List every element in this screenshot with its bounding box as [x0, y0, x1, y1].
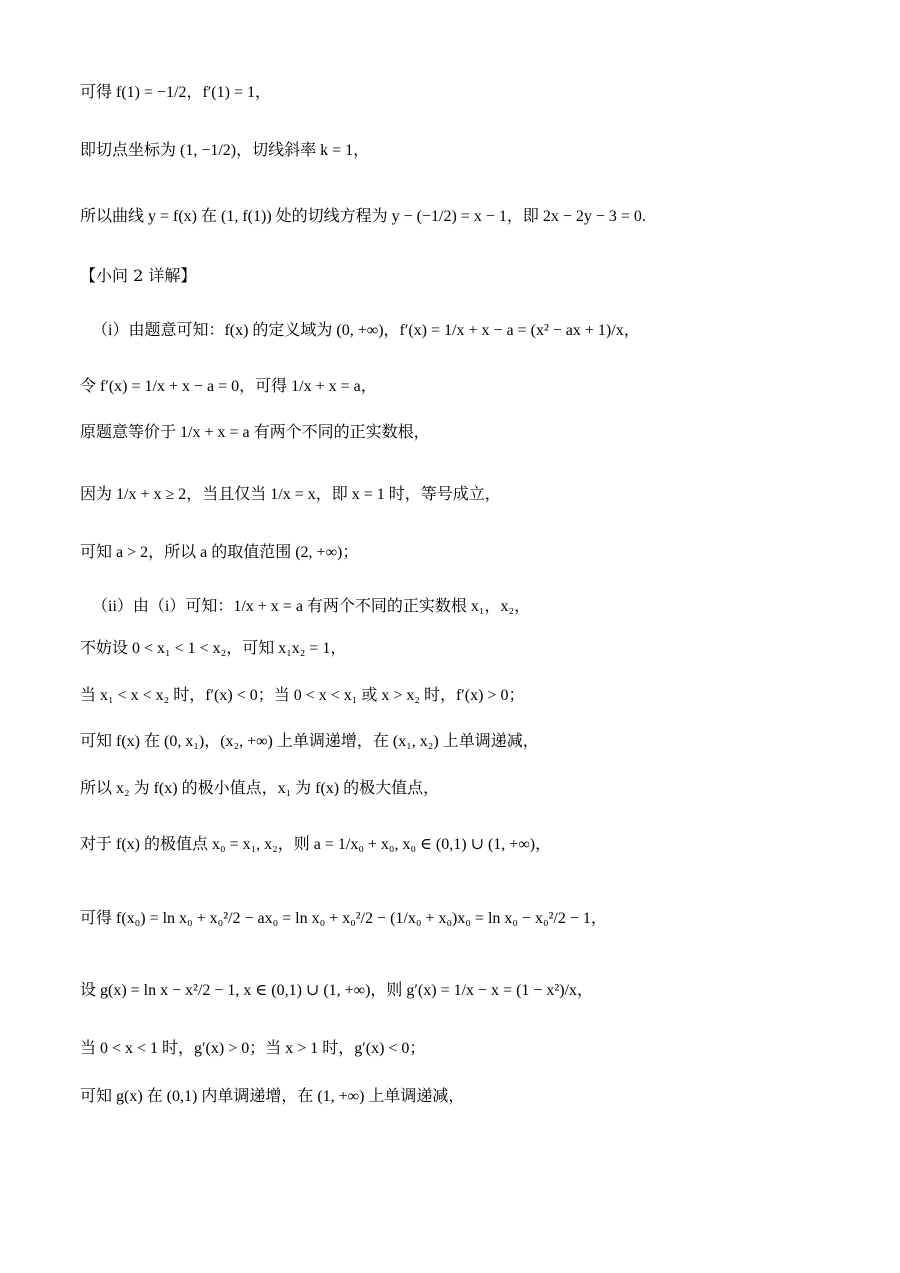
solution-line: 所以曲线 y = f(x) 在 (1, f(1)) 处的切线方程为 y − (−1/2) = x − 1，即 2x − 2y − 3 = 0.	[80, 208, 646, 225]
solution-line: 所以 x₂ 为 f(x) 的极小值点，x₁ 为 f(x) 的极大值点，	[80, 780, 440, 797]
solution-line: 对于 f(x) 的极值点 x₀ = x₁, x₂，则 a = 1/x₀ + x₀, x₀ ∈ (0,1) ∪ (1, +∞)，	[80, 836, 552, 853]
solution-line: 因为 1/x + x ≥ 2，当且仅当 1/x = x，即 x = 1 时，等号成立，	[80, 486, 501, 503]
solution-line: 不妨设 0 < x₁ < 1 < x₂，可知 x₁x₂ = 1，	[80, 640, 347, 657]
solution-line: 即切点坐标为 (1, −1/2)，切线斜率 k = 1，	[80, 142, 370, 159]
section-heading: 【小问 2 详解】	[80, 266, 197, 285]
solution-line: （ii）由（i）可知：1/x + x = a 有两个不同的正实数根 x₁，x₂，	[92, 598, 531, 615]
solution-line: 设 g(x) = ln x − x²/2 − 1, x ∈ (0,1) ∪ (1, +∞)，则 g′(x) = 1/x − x = (1 − x²)/x，	[80, 982, 594, 999]
solution-line: 可得 f(1) = −1/2，f′(1) = 1，	[80, 84, 271, 101]
solution-line: （i）由题意可知：f(x) 的定义域为 (0, +∞)，f′(x) = 1/x + x − a = (x² − ax + 1)/x，	[92, 322, 640, 339]
solution-line: 可知 f(x) 在 (0, x₁)，(x₂, +∞) 上单调递增，在 (x₁, x₂) 上单调递减，	[80, 733, 539, 750]
solution-line: 当 x₁ < x < x₂ 时，f′(x) < 0；当 0 < x < x₁ 或 x > x₂ 时，f′(x) > 0；	[80, 687, 525, 704]
solution-line: 令 f′(x) = 1/x + x − a = 0，可得 1/x + x = a，	[80, 378, 377, 395]
solution-line: 可知 a > 2，所以 a 的取值范围 (2, +∞)；	[80, 544, 359, 561]
solution-line: 当 0 < x < 1 时，g′(x) > 0；当 x > 1 时，g′(x) < 0；	[80, 1040, 426, 1057]
solution-line: 原题意等价于 1/x + x = a 有两个不同的正实数根，	[80, 424, 430, 441]
solution-line: 可知 g(x) 在 (0,1) 内单调递增，在 (1, +∞) 上单调递减，	[80, 1088, 465, 1105]
solution-line: 可得 f(x₀) = ln x₀ + x₀²/2 − ax₀ = ln x₀ + x₀²/2 − (1/x₀ + x₀)x₀ = ln x₀ − x₀²/2 − 1，	[80, 910, 607, 927]
